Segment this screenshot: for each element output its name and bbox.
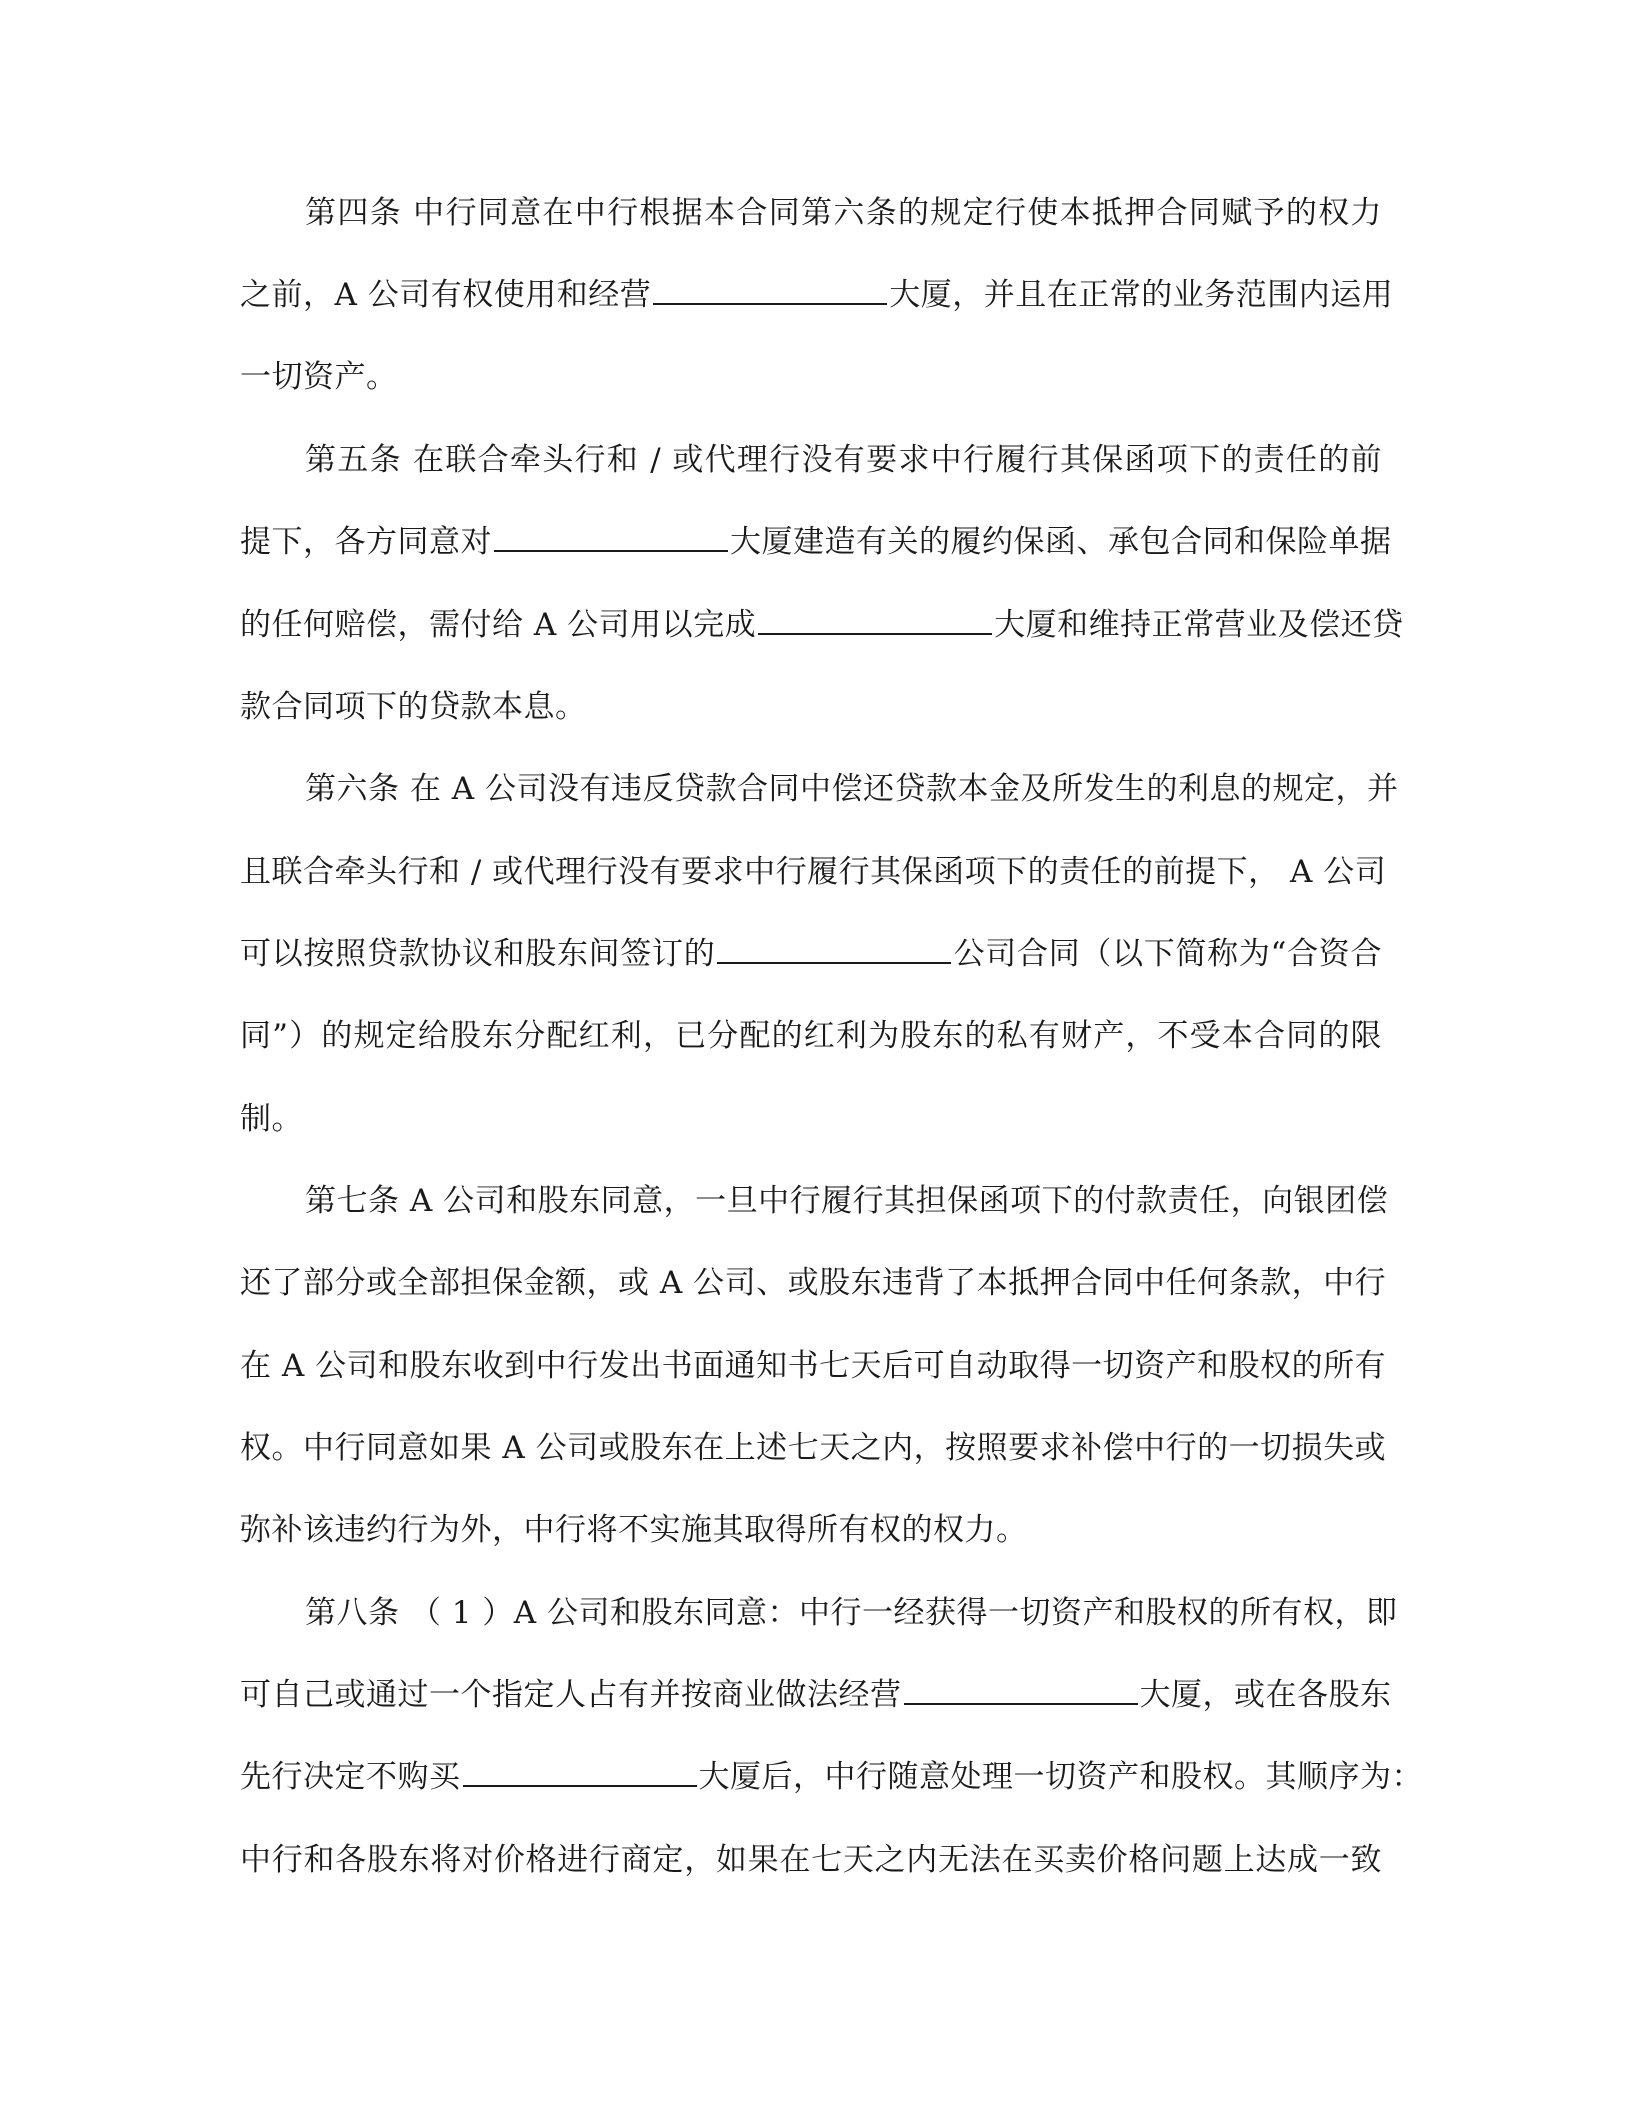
article-5-line-1 — [305, 440, 1382, 480]
article-6-line-5 — [240, 1099, 1382, 1139]
article-7-text: 还了部分或全部担保金额，或 A 公司、或股东违背了本抵押合同中任何条款，中行 — [240, 1265, 1387, 1301]
article-8-text: 中行和各股东将对价格进行商定，如果在七天之内无法在买卖价格问题上达成一致 — [240, 1842, 1382, 1878]
article-8-text: 先行决定不购买 — [240, 1759, 461, 1795]
article-4-line-1 — [305, 193, 1382, 233]
article-6-line-1 — [305, 769, 1399, 809]
article-6-line-3 — [240, 934, 1382, 974]
article-7-text: 弥补该违约行为外，中行将不实施其取得所有权的权力。 — [240, 1512, 1028, 1548]
article-5-line-2 — [240, 522, 1392, 562]
article-7-line-5 — [240, 1510, 1382, 1550]
article-7-line-4 — [240, 1428, 1387, 1468]
article-6-text: 第六条 在 A 公司没有违反贷款合同中偿还贷款本金及所发生的利息的规定，并 — [305, 771, 1399, 807]
blank-field — [758, 605, 992, 635]
article-5-line-4 — [240, 687, 1382, 727]
article-7-line-1 — [305, 1181, 1389, 1221]
article-4-text: 之前，A 公司有权使用和经营 — [240, 277, 652, 313]
blank-field — [463, 1757, 697, 1787]
article-6-text: 可以按照贷款协议和股东间签订的 — [240, 936, 716, 972]
article-8-text: 第八条 （ 1 ）A 公司和股东同意：中行一经获得一切资产和股权的所有权，即 — [305, 1595, 1398, 1631]
article-4-text: 一切资产。 — [240, 359, 398, 395]
article-5-text: 提下，各方同意对 — [240, 524, 492, 560]
article-4-line-2 — [240, 275, 1394, 315]
article-4-text: 大厦，并且在正常的业务范围内运用 — [889, 277, 1394, 313]
article-5-text: 款合同项下的贷款本息。 — [240, 689, 587, 725]
article-4-line-3 — [240, 357, 1382, 397]
article-6-text: 制。 — [240, 1101, 303, 1137]
article-5-line-3 — [240, 605, 1404, 645]
article-7-line-2 — [240, 1263, 1387, 1303]
article-5-text: 大厦和维持正常营业及偿还贷 — [994, 607, 1404, 643]
article-8-text: 大厦后，中行随意处理一切资产和股权。其顺序为： — [698, 1759, 1423, 1795]
article-8-text: 大厦，或在各股东 — [1139, 1677, 1392, 1713]
article-8-line-1 — [305, 1593, 1398, 1633]
blank-field — [494, 522, 728, 552]
article-7-text: 第七条 A 公司和股东同意，一旦中行履行其担保函项下的付款责任，向银团偿 — [305, 1183, 1389, 1219]
article-7-text: 在 A 公司和股东收到中行发出书面通知书七天后可自动取得一切资产和股权的所有 — [240, 1348, 1387, 1384]
blank-field — [904, 1675, 1138, 1705]
article-6-text: 公司合同（以下简称为“合资合 — [953, 936, 1382, 972]
article-5-text: 的任何赔偿，需付给 A 公司用以完成 — [240, 607, 757, 643]
article-7-line-3 — [240, 1346, 1387, 1386]
article-4-text: 第四条 中行同意在中行根据本合同第六条的规定行使本抵押合同赋予的权力 — [305, 195, 1382, 231]
article-5-text: 大厦建造有关的履约保函、承包合同和保险单据 — [730, 524, 1392, 560]
article-6-line-4 — [240, 1016, 1382, 1056]
article-7-text: 权。中行同意如果 A 公司或股东在上述七天之内，按照要求补偿中行的一切损失或 — [240, 1430, 1387, 1466]
article-8-text: 可自己或通过一个指定人占有并按商业做法经营 — [240, 1677, 902, 1713]
blank-field — [717, 934, 951, 964]
article-6-line-2 — [240, 852, 1387, 892]
article-6-text: 同”）的规定给股东分配红利，已分配的红利为股东的私有财产，不受本合同的限 — [240, 1018, 1382, 1054]
article-8-line-3 — [240, 1757, 1423, 1797]
article-8-line-4 — [240, 1840, 1382, 1880]
blank-field — [653, 275, 887, 305]
article-5-text: 第五条 在联合牵头行和 / 或代理行没有要求中行履行其保函项下的责任的前 — [305, 442, 1382, 478]
article-6-text: 且联合牵头行和 / 或代理行没有要求中行履行其保函项下的责任的前提下， A 公司 — [240, 854, 1387, 890]
article-8-line-2 — [240, 1675, 1392, 1715]
